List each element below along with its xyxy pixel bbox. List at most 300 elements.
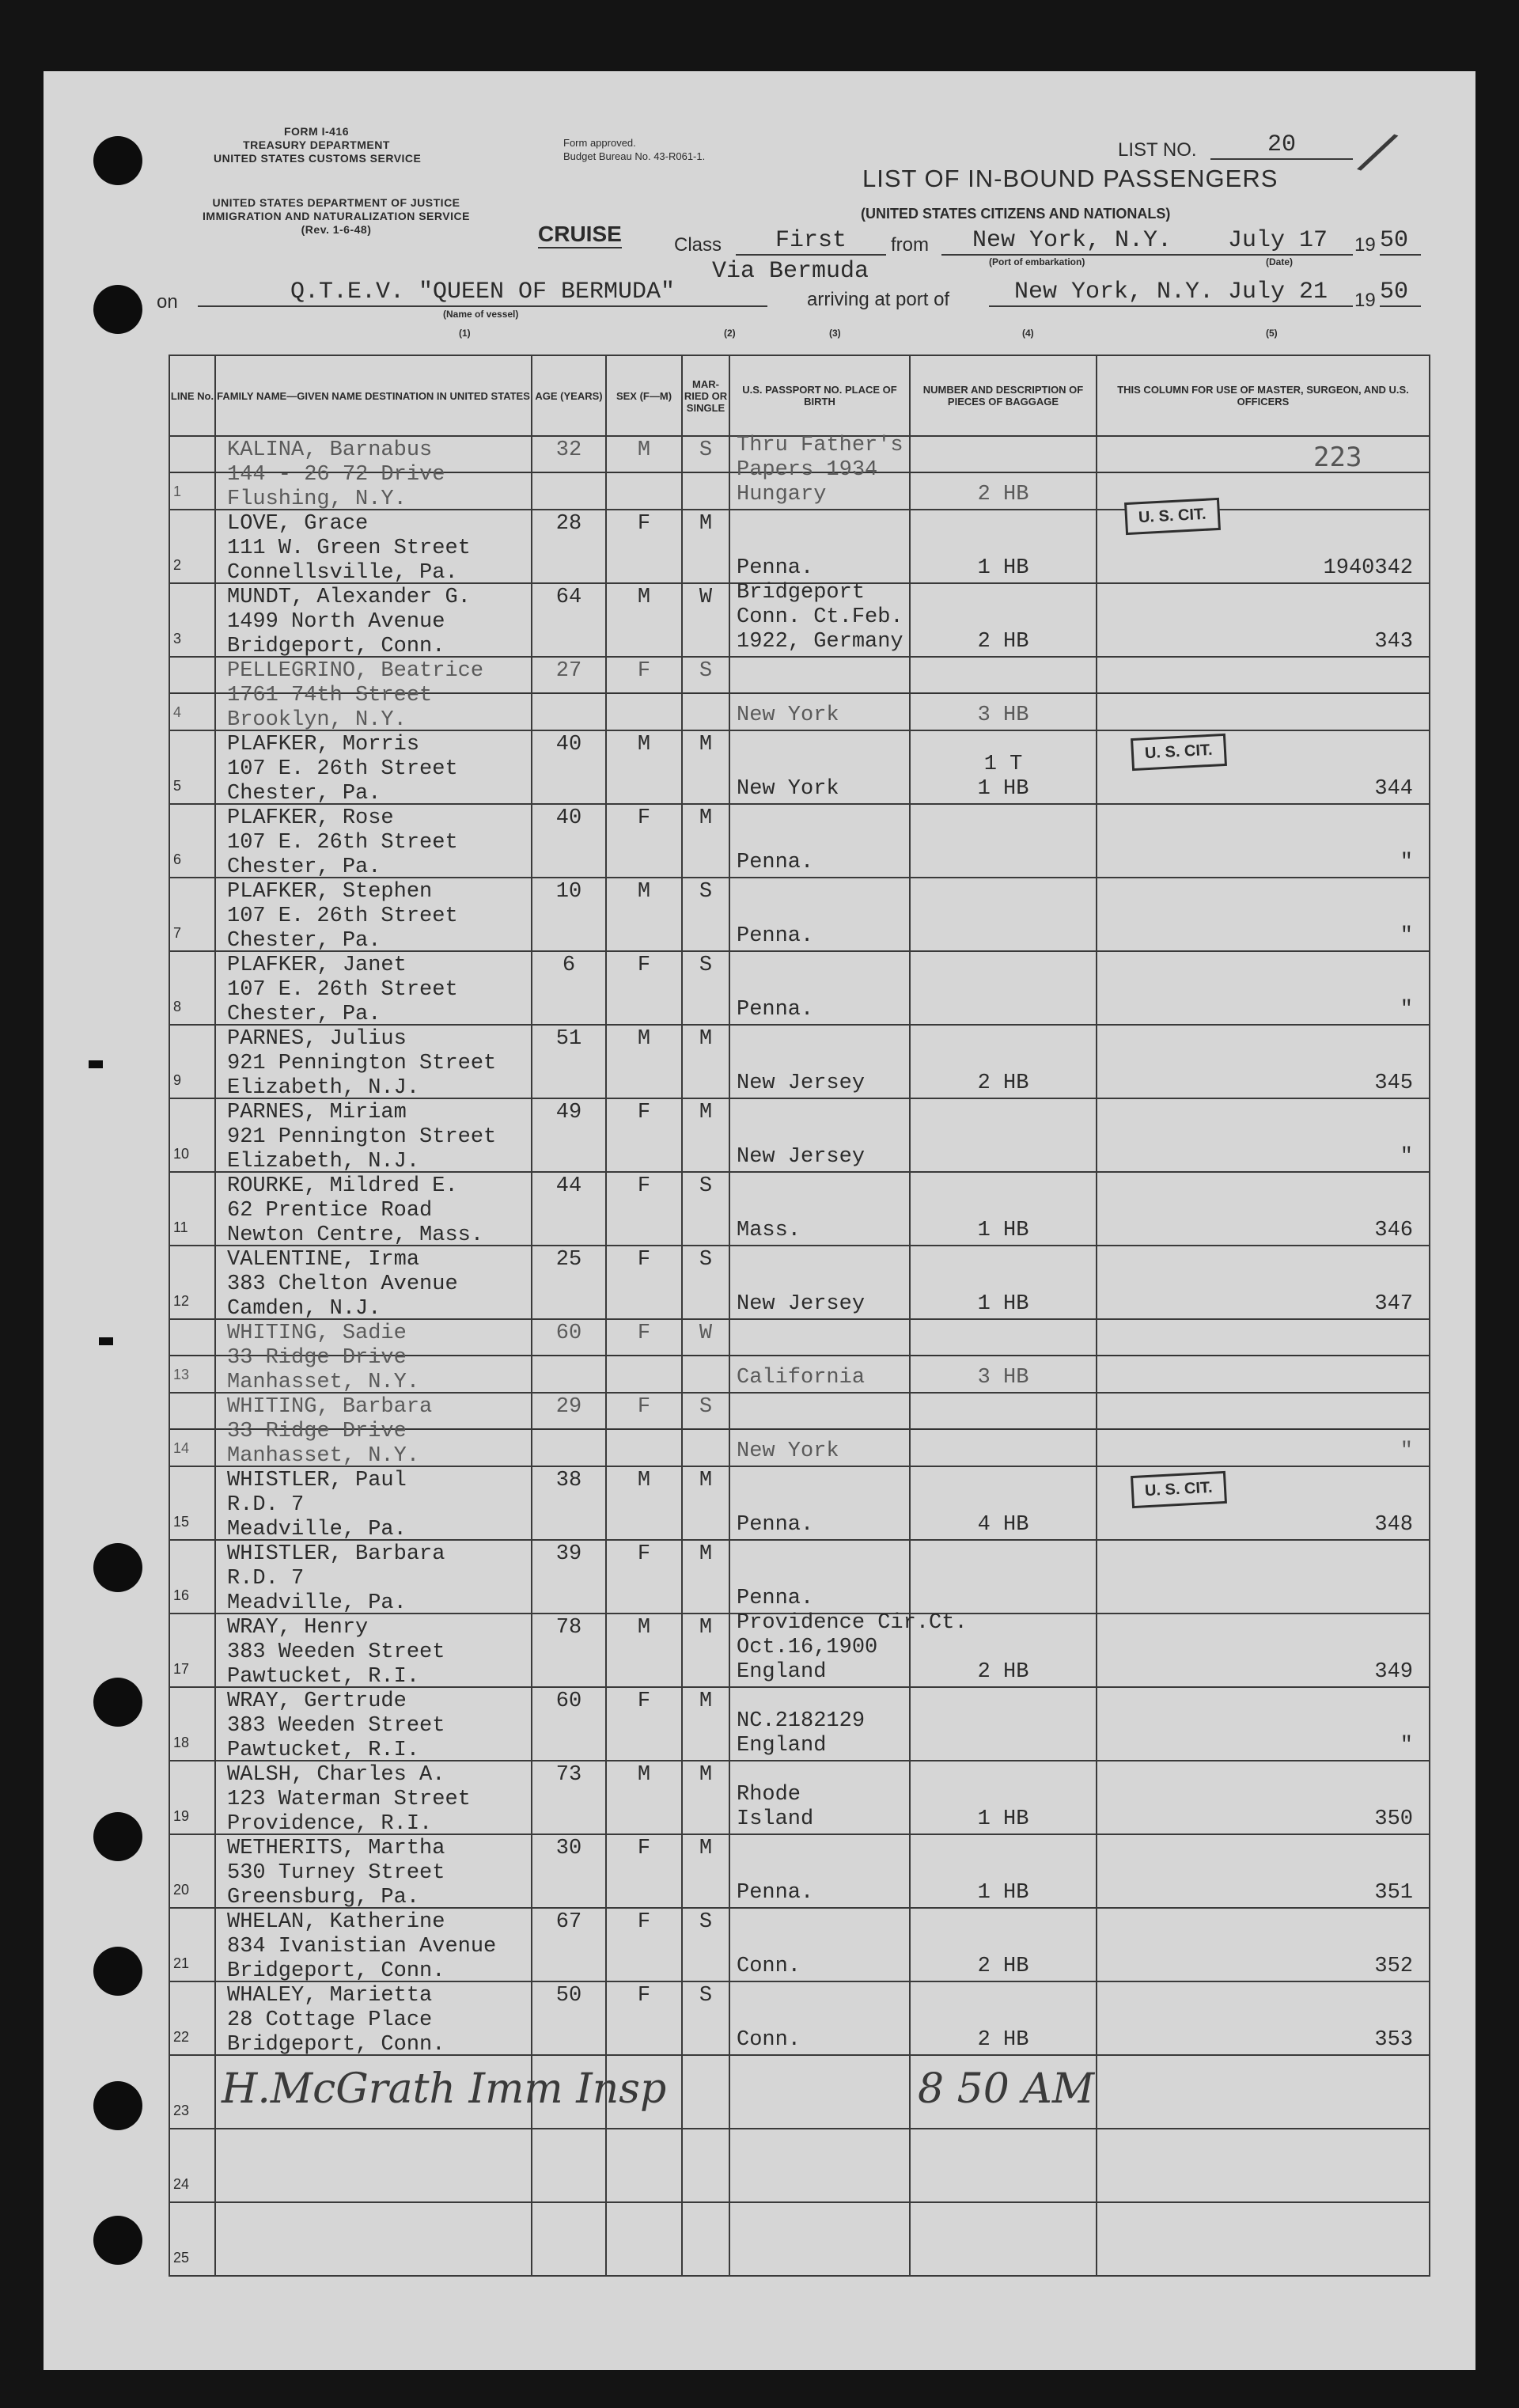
line-number: 11	[173, 1219, 188, 1235]
line-number: 23	[173, 2103, 190, 2118]
sex: F	[637, 1101, 651, 1124]
name-cell	[215, 1687, 532, 1761]
marital-cell	[682, 878, 729, 951]
line-number: 17	[173, 1661, 190, 1677]
passenger-table	[169, 355, 1430, 2277]
marital-cell	[682, 583, 729, 657]
birthplace: Penna.	[737, 1513, 814, 1537]
officer-note: 1940342	[1323, 556, 1413, 580]
passenger-name-address: WHITING, Barbara 33 Ridge Drive Manhasset, N.Y.	[227, 1395, 433, 1468]
marital-cell	[682, 1687, 729, 1761]
officer-note: 345	[1374, 1071, 1413, 1095]
marital-cell	[682, 657, 729, 730]
officer-note: "	[1400, 1734, 1413, 1758]
marital-status: S	[699, 1984, 713, 2008]
marital-status: S	[699, 438, 713, 462]
passport-cell	[729, 1466, 910, 1540]
marital-cell	[682, 951, 729, 1025]
marital-cell	[682, 2129, 729, 2202]
punch-slot	[89, 1060, 103, 1068]
sex: F	[637, 659, 651, 683]
col-passport: U.S. PASSPORT NO. PLACE OF BIRTH	[729, 355, 910, 436]
passport-cell	[729, 510, 910, 583]
line-number: 19	[173, 1808, 190, 1824]
baggage-cell	[910, 2129, 1097, 2202]
passport-cell	[729, 804, 910, 878]
baggage-cell	[910, 1761, 1097, 1834]
punch-hole	[93, 136, 142, 185]
page-subtitle: (UNITED STATES CITIZENS AND NATIONALS)	[861, 206, 1171, 222]
table-row	[169, 878, 1430, 951]
line-cell	[169, 804, 215, 878]
passenger-name-address: PARNES, Julius 921 Pennington Street Elizabeth, N.J.	[227, 1027, 497, 1100]
col-num: (5)	[1266, 328, 1278, 339]
sex-cell	[606, 583, 682, 657]
baggage-cell	[910, 1393, 1097, 1466]
officer-note: 350	[1374, 1807, 1413, 1831]
marital-status: M	[699, 1689, 713, 1713]
marital-cell	[682, 436, 729, 510]
marital-status: M	[699, 1763, 713, 1787]
via-port: Via Bermuda	[712, 258, 869, 285]
passenger-name-address: PLAFKER, Janet 107 E. 26th Street Chester, Pa.	[227, 954, 458, 1026]
name-cell	[215, 1540, 532, 1614]
marital-status: M	[699, 512, 713, 536]
passenger-name-address: WRAY, Gertrude 383 Weeden Street Pawtucket, R.I.	[227, 1689, 445, 1762]
table-row	[169, 436, 1430, 510]
passport-cell	[729, 436, 910, 510]
baggage: 1 HB	[977, 1219, 1029, 1242]
passenger-name-address: ROURKE, Mildred E. 62 Prentice Road Newton Centre, Mass.	[227, 1174, 484, 1247]
officer-note: 344	[1374, 777, 1413, 801]
baggage-cell	[910, 1614, 1097, 1687]
officer-note: "	[1400, 1145, 1413, 1169]
table-row	[169, 1761, 1430, 1834]
baggage-cell	[910, 1319, 1097, 1393]
baggage-cell	[910, 1246, 1097, 1319]
table-row	[169, 1098, 1430, 1172]
table-row	[169, 2202, 1430, 2276]
marital-cell	[682, 1172, 729, 1246]
officer-cell	[1097, 1908, 1430, 1981]
baggage-cell	[910, 1466, 1097, 1540]
name-cell	[215, 1761, 532, 1834]
passenger-name-address: PARNES, Miriam 921 Pennington Street Elizabeth, N.J.	[227, 1101, 497, 1174]
sex: F	[637, 1248, 651, 1272]
passenger-name-address: PLAFKER, Morris 107 E. 26th Street Chester, Pa.	[227, 733, 458, 806]
age: 39	[555, 1542, 582, 1566]
passport-cell	[729, 1761, 910, 1834]
baggage: 3 HB	[977, 703, 1029, 727]
passenger-name-address: WALSH, Charles A. 123 Waterman Street Providence, R.I.	[227, 1763, 471, 1836]
marital-cell	[682, 1908, 729, 1981]
age: 50	[555, 1984, 582, 2008]
line-number: 22	[173, 2029, 190, 2045]
table-row	[169, 1834, 1430, 1908]
departure-date: July 17	[1203, 227, 1353, 256]
line-cell	[169, 657, 215, 730]
marital-status: M	[699, 1101, 713, 1124]
passport-cell	[729, 657, 910, 730]
marital-status: W	[699, 586, 713, 609]
name-cell	[215, 1834, 532, 1908]
marital-cell	[682, 1466, 729, 1540]
age: 38	[555, 1469, 582, 1492]
baggage-cell	[910, 1687, 1097, 1761]
age: 32	[555, 438, 582, 462]
from-label: from	[891, 234, 929, 256]
name-cell	[215, 1981, 532, 2055]
on-label: on	[157, 291, 178, 313]
age-cell	[532, 1393, 606, 1466]
marital-status: M	[699, 1616, 713, 1640]
line-number: 9	[173, 1072, 182, 1088]
baggage: 2 HB	[977, 2028, 1029, 2052]
birthplace: Penna.	[737, 924, 814, 948]
marital-cell	[682, 804, 729, 878]
passport-cell	[729, 1025, 910, 1098]
year-prefix: 19	[1354, 234, 1376, 256]
age-cell	[532, 436, 606, 510]
sex-cell	[606, 657, 682, 730]
baggage: 1 HB	[977, 1807, 1029, 1831]
birthplace: New York	[737, 703, 839, 727]
punch-hole	[93, 285, 142, 334]
passport-cell	[729, 1246, 910, 1319]
baggage: 4 HB	[977, 1513, 1029, 1537]
sex-cell	[606, 1908, 682, 1981]
baggage-cell	[910, 510, 1097, 583]
officer-cell	[1097, 1393, 1430, 1466]
class-value: First	[736, 227, 886, 256]
line-cell	[169, 1466, 215, 1540]
age: 6	[562, 954, 576, 977]
marital-cell	[682, 1761, 729, 1834]
date-caption: (Date)	[1266, 256, 1294, 267]
baggage: 1 HB	[977, 1292, 1029, 1316]
sex: F	[637, 1542, 651, 1566]
birthplace: Penna.	[737, 556, 814, 580]
officer-cell	[1097, 436, 1430, 510]
birthplace: Penna.	[737, 851, 814, 874]
passenger-name-address: KALINA, Barnabus 144 - 26 72 Drive Flushing, N.Y.	[227, 438, 445, 511]
officer-note: 347	[1374, 1292, 1413, 1316]
marital-cell	[682, 1540, 729, 1614]
marital-status: M	[699, 806, 713, 830]
sex: F	[637, 1174, 651, 1198]
birthplace: Mass.	[737, 1219, 801, 1242]
arrival-port-date: New York, N.Y. July 21	[989, 279, 1353, 307]
passenger-name-address: WHALEY, Marietta 28 Cottage Place Bridgeport, Conn.	[227, 1984, 445, 2057]
line-number: 13	[173, 1367, 190, 1382]
birthplace: New York	[737, 1439, 839, 1463]
age-cell	[532, 1540, 606, 1614]
marital-status: S	[699, 954, 713, 977]
sex: M	[637, 733, 651, 757]
age-cell	[532, 510, 606, 583]
age-cell	[532, 2129, 606, 2202]
sex-cell	[606, 1761, 682, 1834]
line-number: 14	[173, 1440, 190, 1456]
line-number: 12	[173, 1293, 190, 1309]
line-number: 6	[173, 851, 182, 867]
vessel-name: Q.T.E.V. "QUEEN OF BERMUDA"	[198, 279, 767, 307]
line-number: 5	[173, 778, 182, 794]
officer-cell	[1097, 1981, 1430, 2055]
sex-cell	[606, 878, 682, 951]
marital-cell	[682, 1098, 729, 1172]
line-number: 1	[173, 483, 182, 499]
age: 73	[555, 1763, 582, 1787]
officer-note: 352	[1374, 1955, 1413, 1978]
marital-cell	[682, 2055, 729, 2129]
officer-cell	[1097, 804, 1430, 878]
sex-cell	[606, 1098, 682, 1172]
age-cell	[532, 583, 606, 657]
sex: F	[637, 806, 651, 830]
passenger-name-address: PLAFKER, Stephen 107 E. 26th Street Chester, Pa.	[227, 880, 458, 953]
col-num: (3)	[829, 328, 841, 339]
name-cell	[215, 1466, 532, 1540]
embarkation-caption: (Port of embarkation)	[989, 256, 1085, 267]
name-cell	[215, 2129, 532, 2202]
baggage-cell	[910, 730, 1097, 804]
passenger-name-address: PELLEGRINO, Beatrice 1761 74th Street Brooklyn, N.Y.	[227, 659, 484, 732]
age-cell	[532, 657, 606, 730]
cruise-label: CRUISE	[538, 222, 622, 248]
table-row	[169, 2129, 1430, 2202]
age-cell	[532, 951, 606, 1025]
officer-note: "	[1400, 851, 1413, 874]
baggage-cell	[910, 2202, 1097, 2276]
age: 27	[555, 659, 582, 683]
age-cell	[532, 1172, 606, 1246]
birthplace: Providence Cir.Ct. Oct.16,1900 England	[737, 1611, 968, 1684]
sex: F	[637, 1984, 651, 2008]
sex-cell	[606, 1025, 682, 1098]
line-cell	[169, 1098, 215, 1172]
age: 28	[555, 512, 582, 536]
passport-cell	[729, 583, 910, 657]
line-cell	[169, 2202, 215, 2276]
name-cell	[215, 436, 532, 510]
sex-cell	[606, 1246, 682, 1319]
passport-cell	[729, 878, 910, 951]
sex-cell	[606, 1540, 682, 1614]
sex: M	[637, 1027, 651, 1051]
passenger-name-address: WRAY, Henry 383 Weeden Street Pawtucket, R.I.	[227, 1616, 445, 1689]
table-row	[169, 1172, 1430, 1246]
passport-cell	[729, 1908, 910, 1981]
name-cell	[215, 510, 532, 583]
form-approval: Form approved. Budget Bureau No. 43-R061-1.	[563, 137, 706, 162]
age: 60	[555, 1689, 582, 1713]
check-mark: /	[1358, 117, 1398, 185]
line-number: 15	[173, 1514, 190, 1530]
age-cell	[532, 1466, 606, 1540]
line-number: 4	[173, 704, 182, 720]
baggage-cell	[910, 436, 1097, 510]
birthplace: Rhode Island	[737, 1783, 814, 1831]
name-cell	[215, 1025, 532, 1098]
officer-note: "	[1400, 1439, 1413, 1463]
passport-cell	[729, 2129, 910, 2202]
class-label: Class	[674, 234, 722, 256]
line-cell	[169, 730, 215, 804]
officer-cell	[1097, 2129, 1430, 2202]
marital-cell	[682, 1319, 729, 1393]
name-cell	[215, 1319, 532, 1393]
sex: F	[637, 1322, 651, 1345]
line-cell	[169, 436, 215, 510]
col-name: FAMILY NAME—GIVEN NAME DESTINATION IN UNITED STATES	[215, 355, 532, 436]
passenger-name-address: WHISTLER, Barbara R.D. 7 Meadville, Pa.	[227, 1542, 445, 1615]
line-cell	[169, 1761, 215, 1834]
birthplace: New Jersey	[737, 1292, 866, 1316]
officer-cell	[1097, 1687, 1430, 1761]
name-cell	[215, 657, 532, 730]
passport-cell	[729, 1172, 910, 1246]
marital-status: M	[699, 1469, 713, 1492]
line-cell	[169, 1981, 215, 2055]
marital-status: S	[699, 1910, 713, 1934]
table-row	[169, 1687, 1430, 1761]
baggage-cell	[910, 1981, 1097, 2055]
marital-cell	[682, 730, 729, 804]
marital-status: S	[699, 1395, 713, 1419]
line-cell	[169, 1393, 215, 1466]
officer-cell	[1097, 657, 1430, 730]
table-row	[169, 804, 1430, 878]
sex-cell	[606, 951, 682, 1025]
officer-note: 351	[1374, 1881, 1413, 1905]
line-cell	[169, 878, 215, 951]
passport-cell	[729, 1319, 910, 1393]
marital-cell	[682, 2202, 729, 2276]
table-row	[169, 730, 1430, 804]
baggage-cell	[910, 951, 1097, 1025]
punch-hole	[93, 1812, 142, 1861]
officer-cell	[1097, 951, 1430, 1025]
line-cell	[169, 2055, 215, 2129]
line-cell	[169, 1246, 215, 1319]
punch-hole	[93, 2081, 142, 2130]
inspector-signature: H.McGrath Imm Insp	[222, 2065, 667, 2113]
sex-cell	[606, 1172, 682, 1246]
col-num: (4)	[1022, 328, 1034, 339]
name-cell	[215, 1908, 532, 1981]
passport-cell	[729, 1687, 910, 1761]
sex-cell	[606, 1466, 682, 1540]
sex: F	[637, 1689, 651, 1713]
line-cell	[169, 1908, 215, 1981]
passport-cell	[729, 2202, 910, 2276]
birthplace: Conn.	[737, 2028, 801, 2052]
marital-status: M	[699, 733, 713, 757]
officer-note: 343	[1374, 630, 1413, 654]
table-row	[169, 1025, 1430, 1098]
age: 10	[555, 880, 582, 904]
marital-cell	[682, 1614, 729, 1687]
birthplace: Penna.	[737, 1881, 814, 1905]
sex-cell	[606, 2202, 682, 2276]
age-cell	[532, 1687, 606, 1761]
punch-hole	[93, 1678, 142, 1727]
baggage: 2 HB	[977, 483, 1029, 506]
punch-hole	[93, 2216, 142, 2265]
passenger-name-address: WHELAN, Katherine 834 Ivanistian Avenue Bridgeport, Conn.	[227, 1910, 497, 1983]
age-cell	[532, 804, 606, 878]
sex-cell	[606, 730, 682, 804]
baggage-cell	[910, 1834, 1097, 1908]
age-cell	[532, 1981, 606, 2055]
line-cell	[169, 1319, 215, 1393]
sex: F	[637, 512, 651, 536]
form-justice-block: UNITED STATES DEPARTMENT OF JUSTICE IMMIGRATION AND NATURALIZATION SERVICE (Rev. 1-6-48)	[203, 196, 470, 236]
sex-cell	[606, 1393, 682, 1466]
name-cell	[215, 804, 532, 878]
age-cell	[532, 1834, 606, 1908]
sex: M	[637, 1616, 651, 1640]
punch-hole	[93, 1543, 142, 1592]
name-cell	[215, 878, 532, 951]
arrival-year-prefix: 19	[1354, 290, 1376, 311]
birthplace: Conn.	[737, 1955, 801, 1978]
birthplace: California	[737, 1366, 866, 1390]
age-cell	[532, 2202, 606, 2276]
passport-cell	[729, 951, 910, 1025]
birthplace: New York	[737, 777, 839, 801]
arrival-year: 50	[1380, 279, 1421, 307]
embarkation-port: New York, N.Y.	[941, 227, 1203, 256]
age-cell	[532, 1761, 606, 1834]
officer-cell	[1097, 1761, 1430, 1834]
table-row	[169, 510, 1430, 583]
officer-cell	[1097, 583, 1430, 657]
us-citizen-stamp: U. S. CIT.	[1131, 1471, 1227, 1508]
punch-hole	[93, 1947, 142, 1996]
age: 64	[555, 586, 582, 609]
age-cell	[532, 1098, 606, 1172]
line-number: 24	[173, 2176, 190, 2192]
age: 30	[555, 1837, 582, 1860]
marital-status: S	[699, 1174, 713, 1198]
col-officers: THIS COLUMN FOR USE OF MASTER, SURGEON, AND U.S. OFFICERS	[1097, 355, 1430, 436]
vessel-caption: (Name of vessel)	[443, 309, 519, 320]
passport-cell	[729, 1834, 910, 1908]
line-cell	[169, 1025, 215, 1098]
age: 25	[555, 1248, 582, 1272]
age: 40	[555, 806, 582, 830]
table-row	[169, 657, 1430, 730]
line-cell	[169, 1540, 215, 1614]
officer-cell	[1097, 1172, 1430, 1246]
col-sex: SEX (F—M)	[606, 355, 682, 436]
line-number: 21	[173, 1955, 190, 1971]
marital-status: M	[699, 1027, 713, 1051]
passenger-name-address: WHITING, Sadie 33 Ridge Drive Manhasset, N.Y.	[227, 1322, 420, 1394]
marital-cell	[682, 510, 729, 583]
col-num: (1)	[459, 328, 471, 339]
table-row	[169, 1981, 1430, 2055]
sex-cell	[606, 436, 682, 510]
officer-cell	[1097, 878, 1430, 951]
passenger-name-address: VALENTINE, Irma 383 Chelton Avenue Camden, N.J.	[227, 1248, 458, 1321]
line-cell	[169, 1687, 215, 1761]
punch-slot	[99, 1337, 113, 1345]
sex: F	[637, 954, 651, 977]
marital-cell	[682, 1025, 729, 1098]
